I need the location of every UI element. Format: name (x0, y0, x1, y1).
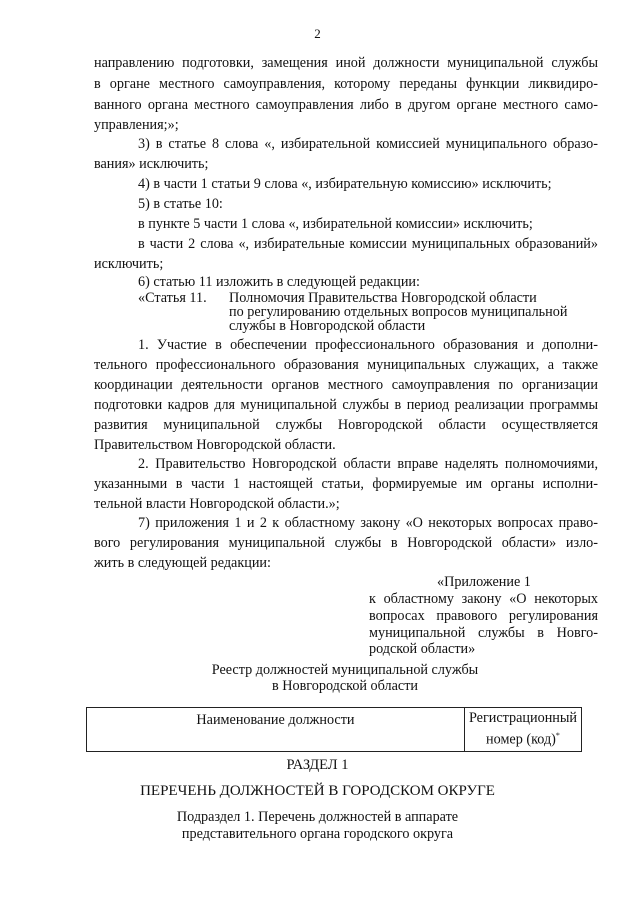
column-header-position (87, 708, 465, 752)
appendix-ref-line: к областному закону «О некоторых (369, 591, 598, 607)
article-heading-title: по регулированию отдельных вопросов муниципальной (229, 304, 568, 320)
appendix-ref-line: вопросах правового регулирования (369, 608, 598, 624)
text-line: 6) статью 11 изложить в следующей редакции: (138, 274, 420, 290)
text-line: в органе местного самоуправления, которому переданы функции ликвидиро- (94, 76, 598, 92)
text-line: исключить; (94, 256, 164, 272)
registry-table-header (86, 707, 582, 752)
text-line: 7) приложения 1 и 2 к областному закону «О некоторых вопросах право- (138, 515, 598, 531)
text-line: вого регулирования муниципальной службы в Новгородской области» изло- (94, 535, 598, 551)
article-heading-number: «Статья 11. (138, 290, 207, 306)
column-header-label: Наименование должности (196, 712, 355, 728)
registry-title: в Новгородской области (272, 678, 418, 694)
column-header-label: номер (код) (486, 731, 556, 748)
text-line: управления;»; (94, 117, 179, 133)
text-line: 5) в статье 10: (138, 196, 223, 212)
text-line: жить в следующей редакции: (94, 555, 271, 571)
text-line: 4) в части 1 статьи 9 слова «, избирательную комиссию» исключить; (138, 176, 552, 192)
text-line: направлению подготовки, замещения иной должности муниципальной службы (94, 55, 598, 71)
text-line: тельной власти Новгородской области.»; (94, 496, 340, 512)
subsection-title: представительного органа городского округа (181, 826, 454, 842)
text-line: 1. Участие в обеспечении профессионального образования и дополни- (138, 337, 598, 353)
text-line: 2. Правительство Новгородской области вправе наделять полномочиями, (138, 456, 598, 472)
footnote-mark: * (555, 731, 560, 740)
appendix-ref-line: муниципальной службы в Новго- (369, 625, 598, 641)
text-line: развития муниципальной службы Новгородской области осуществляется (94, 417, 598, 433)
text-line: ванного органа местного самоуправления либо в другом органе местного само- (94, 97, 598, 113)
text-line: в пункте 5 части 1 слова «, избирательной комиссии» исключить; (138, 216, 533, 232)
subsection-title: Подраздел 1. Перечень должностей в аппарате (176, 809, 459, 825)
column-header-label: Регистрационный (468, 710, 577, 726)
text-line: вания» исключить; (94, 156, 209, 172)
article-heading-title: службы в Новгородской области (229, 318, 426, 334)
column-header-code (464, 708, 581, 752)
section-title: ПЕРЕЧЕНЬ ДОЛЖНОСТЕЙ В ГОРОДСКОМ ОКРУГЕ (140, 783, 495, 799)
text-line: Правительством Новгородской области. (94, 437, 336, 453)
appendix-title: «Приложение 1 (437, 574, 531, 590)
text-line: в части 2 слова «, избирательные комиссии муниципальных образований» (138, 236, 598, 252)
registry-title: Реестр должностей муниципальной службы (211, 662, 479, 678)
text-line: подготовки кадров для муниципальной службы в период реализации программы (94, 397, 598, 413)
section-label: РАЗДЕЛ 1 (286, 757, 349, 773)
text-line: тельного профессионального образования муниципальных служащих, а также (94, 357, 598, 373)
text-line: указанными в части 1 настоящей статьи, формируемые им органы исполни- (94, 476, 598, 492)
page-number: 2 (314, 26, 321, 41)
text-line: координации деятельности органов местного самоуправления по организации (94, 377, 598, 393)
text-line: 3) в статье 8 слова «, избирательной комиссией муниципального образо- (138, 136, 598, 152)
appendix-ref-line: родской области» (369, 641, 476, 657)
article-heading-title: Полномочия Правительства Новгородской области (229, 290, 537, 306)
